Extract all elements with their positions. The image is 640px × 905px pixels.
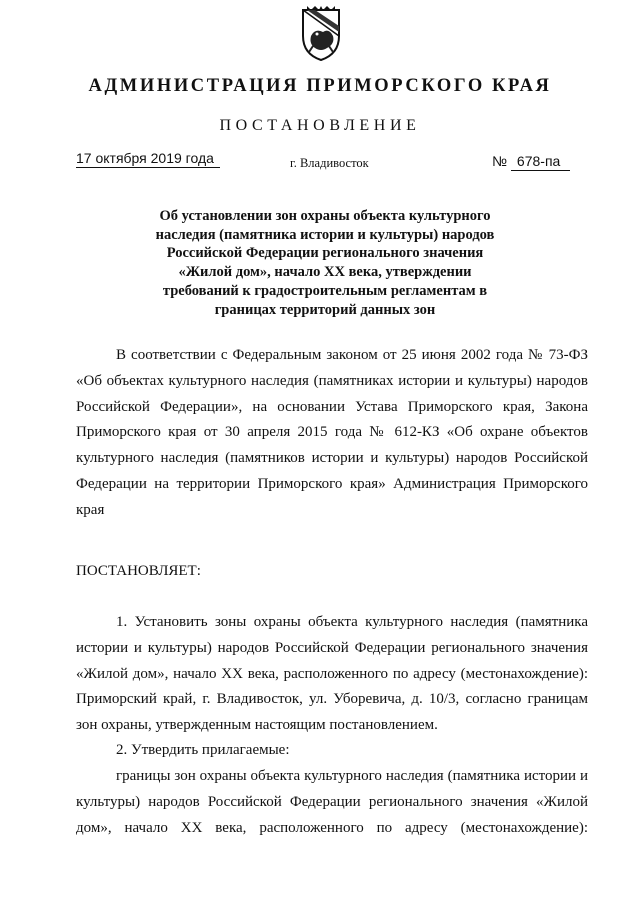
organization-name: АДМИНИСТРАЦИЯ ПРИМОРСКОГО КРАЯ xyxy=(88,76,552,96)
item-1-paragraph xyxy=(76,610,588,739)
text-line: зон охраны, утвержденным настоящим постановлением. xyxy=(76,717,438,734)
text-line: культурного наследия (памятников истории и культуры) народов Российской xyxy=(76,450,588,467)
preamble-paragraph xyxy=(76,343,588,524)
text-line: культуры) народов Российской Федерации регионального значения «Жилой xyxy=(76,793,588,810)
text-line: В соответствии с Федеральным законом от 25 июня 2002 года № 73-ФЗ xyxy=(116,347,588,363)
text-line: края xyxy=(76,501,105,518)
text-line: 2. Утвердить прилагаемые: xyxy=(116,742,290,758)
text-line: дом», начало XX века, расположенного по адресу (местонахождение): xyxy=(76,819,588,836)
text-line: границы зон охраны объекта культурного наследия (памятника истории и xyxy=(116,768,588,784)
number-prefix: № xyxy=(492,153,508,169)
text-line: Федерации на территории Приморского края» Администрация Приморского xyxy=(76,475,588,492)
text-line: Приморского края от 30 апреля 2015 года № 612-КЗ «Об охране объектов xyxy=(76,424,588,441)
text-line: «Об объектах культурного наследия (памятниках истории и культуры) народов xyxy=(76,372,588,389)
coat-of-arms-icon xyxy=(299,6,343,62)
document-number xyxy=(492,153,570,171)
number-value: 678-па xyxy=(511,153,570,171)
document-city: г. Владивосток xyxy=(290,156,369,170)
title-line: наследия (памятника истории и культуры) народов xyxy=(155,226,495,243)
document-date: 17 октября 2019 года xyxy=(76,150,220,168)
title-line: Российской Федерации регионального значения xyxy=(166,245,484,262)
item-2-paragraph xyxy=(76,738,588,764)
text-line: Приморский край, г. Владивосток, ул. Уборевича, д. 10/3, согласно границам xyxy=(76,691,588,708)
document-type: ПОСТАНОВЛЕНИЕ xyxy=(219,117,421,134)
resolves-heading: ПОСТАНОВЛЯЕТ: xyxy=(76,563,201,579)
title-line: «Жилой дом», начало XX века, утверждении xyxy=(178,264,472,281)
text-line: «Жилой дом», начало XX века, расположенного по адресу (местонахождение): xyxy=(76,665,588,682)
document-title xyxy=(150,207,500,319)
item-2a-paragraph xyxy=(76,764,588,841)
text-line: 1. Установить зоны охраны объекта культурного наследия (памятника xyxy=(116,614,588,630)
text-line: Российской Федерации», на основании Устава Приморского края, Закона xyxy=(76,398,588,415)
text-line: истории и культуры) народов Российской Федерации регионального значения xyxy=(76,639,588,656)
title-line: границах территорий данных зон xyxy=(214,301,436,318)
title-line: Об установлении зон охраны объекта культурного xyxy=(159,208,491,224)
title-line: требований к градостроительным регламентам в xyxy=(162,282,488,299)
